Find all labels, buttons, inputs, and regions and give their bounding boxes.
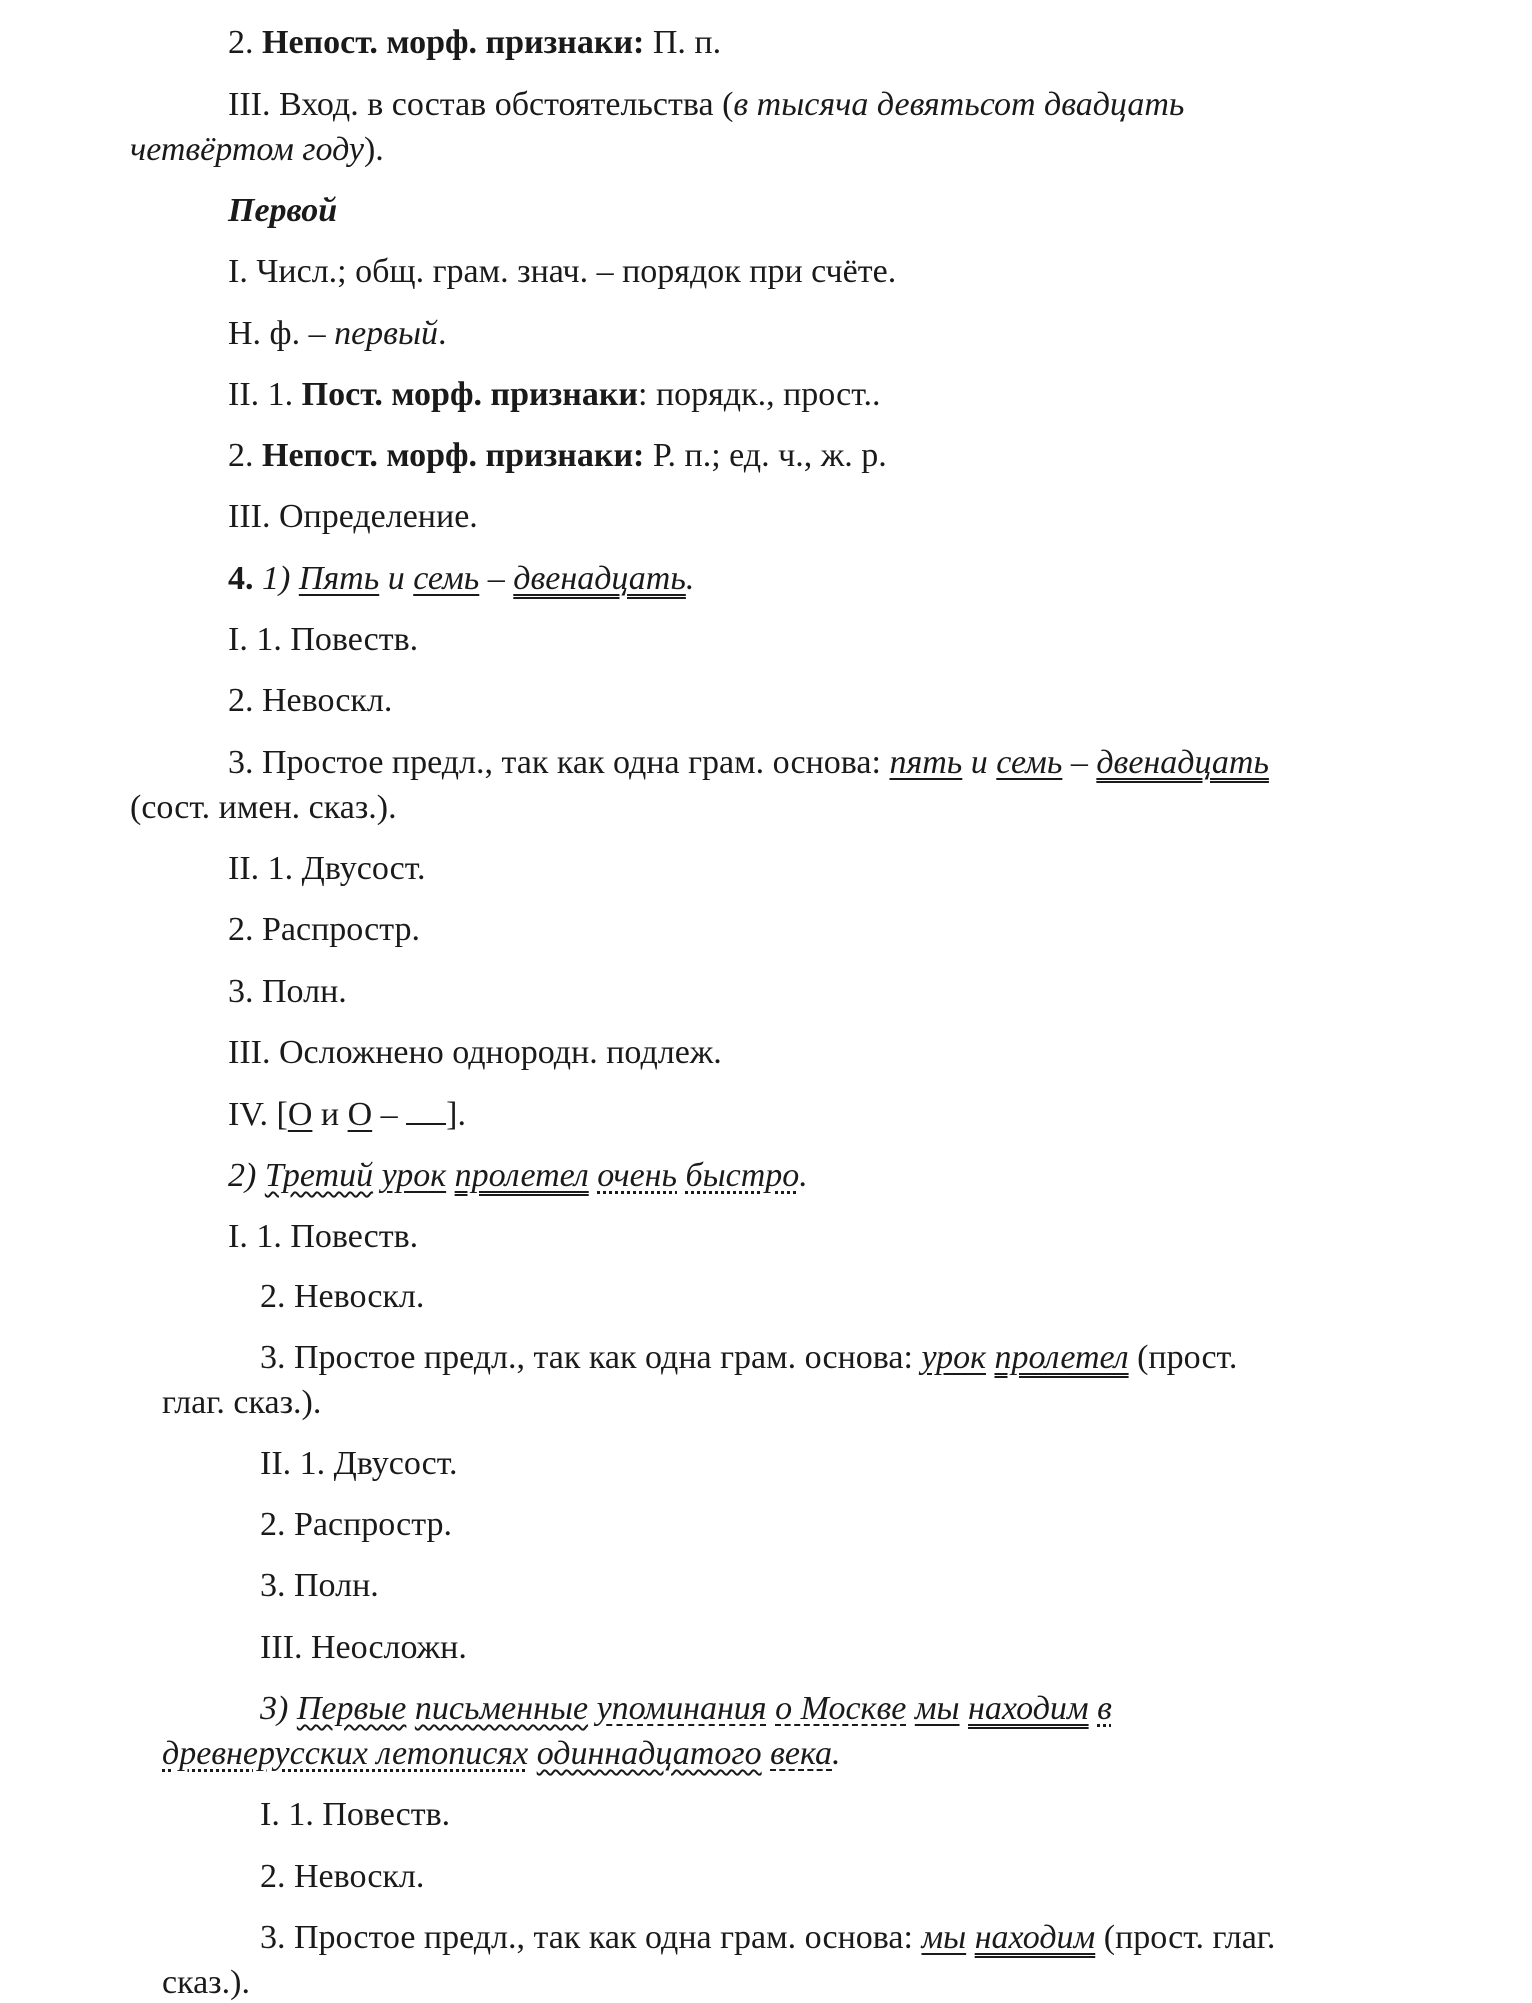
attribute-word: Первые: [296, 1690, 407, 1727]
line-text: 3. Простое предл., так как одна грам. основа:: [260, 1339, 922, 1376]
italic-example: четвёртом году: [130, 131, 364, 168]
sentence-4-2: [228, 1159, 808, 1193]
line-text: 3. Простое предл., так как одна грам. основа:: [228, 744, 890, 781]
attribute-word: одиннадцатого: [536, 1735, 762, 1772]
conjunction: и: [379, 560, 414, 597]
line-11: I. 1. Повеств.: [228, 621, 419, 658]
item-number: 2.: [228, 24, 262, 61]
bold-term: Непост. морф. признаки:: [262, 437, 645, 474]
line-21: I. 1. Повеств.: [228, 1218, 419, 1255]
attribute-word: письменные: [414, 1690, 589, 1727]
scheme-line: [228, 1097, 466, 1132]
word-heading: [228, 194, 337, 228]
line-25: II. 1. Двусост.: [260, 1445, 458, 1482]
sentence-marker: 1): [253, 560, 299, 597]
predicate-word: двенадцать: [513, 560, 686, 597]
adverbial-word: в: [1097, 1690, 1112, 1727]
line-33: [260, 1921, 1275, 1955]
line-24: глаг. сказ.).: [162, 1384, 322, 1421]
line-08: [228, 439, 887, 473]
adverbial-word: быстро: [685, 1157, 800, 1194]
line-07: [228, 378, 881, 412]
line-22: 2. Невоскл.: [260, 1278, 425, 1315]
adverbial-word: очень: [597, 1157, 678, 1194]
line-27: 3. Полн.: [260, 1567, 379, 1604]
line-32: 2. Невоскл.: [260, 1858, 425, 1895]
scheme-bracket: IV. [: [228, 1096, 288, 1133]
line-text: Н. ф. –: [228, 315, 335, 352]
dash: –: [479, 560, 514, 597]
sentence-4-1: [228, 562, 694, 596]
line-09: III. Определение.: [228, 498, 478, 535]
line-text: III. Вход. в состав обстоятельства (: [228, 86, 734, 123]
dash: –: [372, 1096, 407, 1133]
line-text: : порядк., прост..: [638, 376, 881, 413]
line-18: III. Осложнено однородн. подлеж.: [228, 1034, 722, 1071]
line-15: II. 1. Двусост.: [228, 850, 426, 887]
subject-word: семь: [413, 560, 480, 597]
line-05: I. Числ.; общ. грам. знач. – порядок при счёте.: [228, 253, 897, 290]
subject-word: семь: [996, 744, 1063, 781]
bold-term: Непост. морф. признаки:: [262, 24, 645, 61]
line-03: [130, 133, 384, 167]
predicate-word: пролетел: [454, 1157, 589, 1194]
line-text: П. п.: [644, 24, 722, 61]
predicate-word: находим: [974, 1919, 1096, 1956]
sentence-4-3: [260, 1692, 1112, 1726]
line-16: 2. Распростр.: [228, 911, 420, 948]
punctuation: .: [832, 1735, 841, 1772]
subject-word: мы: [921, 1919, 967, 1956]
word-heading-text: Первой: [228, 192, 338, 229]
adverbial-word: древнерусских летописях: [162, 1735, 529, 1772]
line-06: [228, 317, 446, 351]
object-word: о Москве: [775, 1690, 907, 1727]
punctuation: .: [799, 1157, 808, 1194]
scheme-bracket: ].: [446, 1096, 466, 1133]
predicate-word: находим: [968, 1690, 1089, 1727]
subject-word: Пять: [298, 560, 380, 597]
subject-word: мы: [914, 1690, 960, 1727]
line-12: 2. Невоскл.: [228, 682, 393, 719]
scheme-predicate-blank: [406, 1097, 446, 1125]
sentence-marker: 3): [260, 1690, 297, 1727]
sentence-marker: 2): [228, 1157, 265, 1194]
line-text: ).: [363, 131, 384, 168]
line-text: .: [437, 315, 447, 352]
scheme-subject: О: [287, 1096, 313, 1133]
subject-word: урок: [921, 1339, 986, 1376]
scheme-subject: О: [347, 1096, 373, 1133]
line-28: III. Неосложн.: [260, 1629, 467, 1666]
line-14: (сост. имен. сказ.).: [130, 789, 397, 826]
bold-term: Пост. морф. признаки: [301, 376, 639, 413]
predicate-word: двенадцать: [1096, 744, 1269, 781]
item-number: II. 1.: [228, 376, 302, 413]
line-text: Р. п.; ед. ч., ж. р.: [644, 437, 887, 474]
line-17: 3. Полн.: [228, 973, 347, 1010]
line-23: [260, 1341, 1237, 1375]
line-text: (прост. глаг.: [1095, 1919, 1276, 1956]
line-34: сказ.).: [162, 1964, 250, 2001]
subject-word: урок: [381, 1157, 447, 1194]
object-word: упоминания: [596, 1690, 767, 1727]
conjunction: и: [312, 1096, 348, 1133]
line-31: I. 1. Повеств.: [260, 1796, 451, 1833]
italic-example: первый: [334, 315, 438, 352]
attribute-word: Третий: [264, 1157, 374, 1194]
line-text: (прост.: [1128, 1339, 1238, 1376]
punctuation: .: [685, 560, 695, 597]
sentence-4-3-cont: [162, 1737, 841, 1771]
object-word: века: [770, 1735, 833, 1772]
item-number: 2.: [228, 437, 262, 474]
line-13: [228, 746, 1269, 780]
dash: –: [1062, 744, 1097, 781]
subject-word: пять: [889, 744, 963, 781]
italic-example: в тысяча девятьсот двадцать: [733, 86, 1185, 123]
line-01: [228, 26, 721, 60]
line-text: 3. Простое предл., так как одна грам. основа:: [260, 1919, 922, 1956]
predicate-word: пролетел: [994, 1339, 1129, 1376]
task-number: 4.: [228, 560, 254, 597]
line-02: [228, 88, 1184, 122]
line-26: 2. Распростр.: [260, 1506, 452, 1543]
conjunction: и: [962, 744, 997, 781]
